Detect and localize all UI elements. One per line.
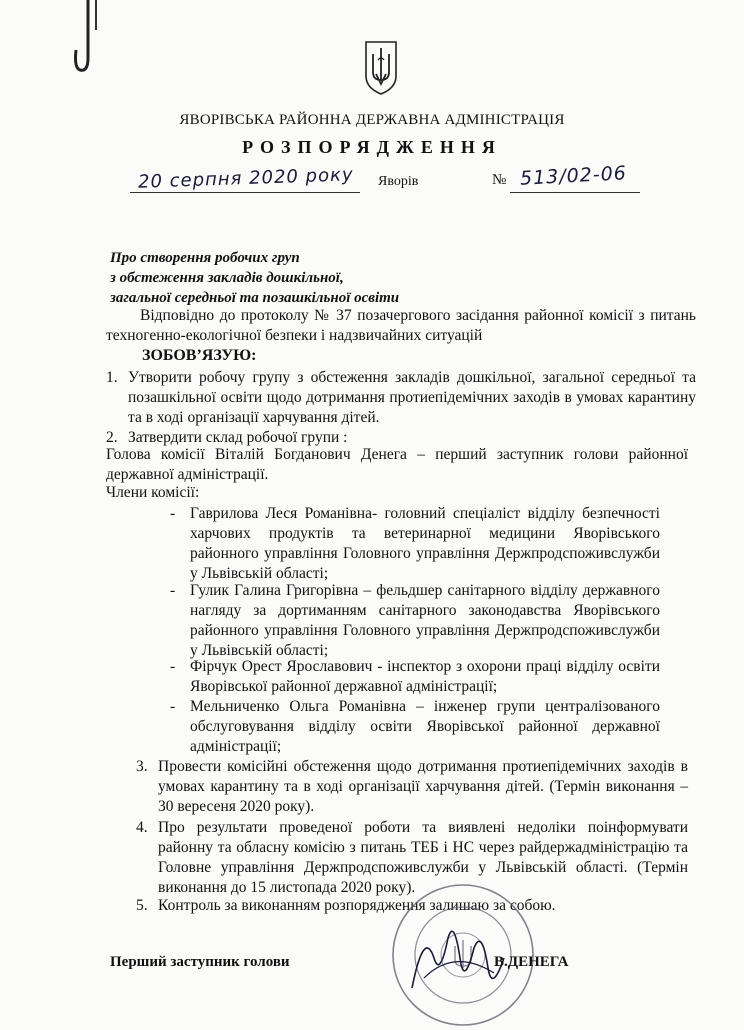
subject-line: з обстеження закладів дошкільної, bbox=[110, 270, 344, 286]
subject-line: Про створення робочих груп bbox=[110, 250, 300, 266]
item-text: Про результати проведеної роботи та виявлені недоліки поінформувати районну та обласну комісію з питань ТЕБ і НС через райдержадміністрацію та Головне управління Держпродспоживслужби у Львівській області. (Термін виконання до 15 листопада 2020 року). bbox=[158, 819, 688, 896]
member-item: - Мельниченко Ольга Романівна – інженер групи централізованого обслуговування відділу освіти Яворівської районної державної адміністрації; bbox=[170, 698, 660, 755]
organization-name: ЯВОРІВСЬКА РАЙОННА ДЕРЖАВНА АДМІНІСТРАЦІЯ bbox=[179, 112, 565, 128]
members-label: Члени комісії: bbox=[106, 484, 200, 501]
number-underline bbox=[510, 192, 640, 193]
member-item: - Фірчук Орест Ярославович - інспектор з охорони праці відділу освіти Яворівської районної державної адміністрації; bbox=[170, 658, 660, 695]
item-number: 2. bbox=[106, 429, 118, 446]
item-text: Контроль за виконанням розпорядження залишаю за собою. bbox=[158, 897, 556, 914]
preamble-paragraph: Відповідно до протоколу № 37 позачергового засідання районної комісії з питань техногенно-екологічної безпеки і надзвичайних ситуацій bbox=[106, 307, 696, 344]
member-item: - Гаврилова Леся Романівна- головний спеціаліст відділу безпечності харчових продуктів та ветеринарної медицини Яворівського районного управління Головного управління Держпродспоживслужби у Львівській області; bbox=[170, 505, 660, 582]
item-text: Утворити робочу групу з обстеження закладів дошкільної, загальної середньої та позашкільної освіти щодо дотримання протиепідемічних заходів в умовах карантину та в ході організації харчування дітей. bbox=[128, 369, 696, 426]
number-label: № bbox=[492, 172, 507, 188]
order-item-1 bbox=[106, 368, 696, 428]
member-text: Мельниченко Ольга Романівна – інженер групи централізованого обслуговування відділу освіти Яворівської районної державної адміністрації; bbox=[190, 698, 660, 755]
member-item: - Гулик Галина Григорівна – фельдшер санітарного відділу державного нагляду за дортиманням санітарного законодавства Яворівського районного управління Головного управління Держпродспоживслужби у Львівській області; bbox=[170, 582, 660, 659]
signer-name: В.ДЕНЕГА bbox=[494, 954, 569, 970]
coat-of-arms-icon bbox=[364, 40, 398, 96]
binder-clip-mark bbox=[70, 0, 110, 80]
commission-head: Голова комісії Віталій Богданович Денега – перший заступник голови районної державної адміністрації. bbox=[106, 446, 688, 483]
item-number: 1. bbox=[106, 369, 118, 386]
document-type: РОЗПОРЯДЖЕННЯ bbox=[242, 137, 502, 157]
item-number: 5. bbox=[136, 897, 148, 914]
document-subject bbox=[110, 248, 399, 308]
member-text: Гулик Галина Григорівна – фельдшер санітарного відділу державного нагляду за дортиманням санітарного законодавства Яворівського районного управління Головного управління Держпродспоживслужби у Львівській області; bbox=[190, 582, 660, 659]
signer-title: Перший заступник голови bbox=[110, 954, 290, 970]
member-text: Фірчук Орест Ярославович - інспектор з охорони праці відділу освіти Яворівської районної державної адміністрації; bbox=[190, 658, 660, 695]
member-text: Гаврилова Леся Романівна- головний спеціаліст відділу безпечності харчових продуктів та ветеринарної медицини Яворівського районного управління Головного управління Держпродспоживслужби у Львівській області; bbox=[190, 505, 660, 582]
handwritten-date: 20 серпня 2020 року bbox=[137, 164, 354, 193]
item-number: 3. bbox=[136, 758, 148, 775]
item-text: Затвердити склад робочої групи : bbox=[128, 429, 348, 446]
item-text: Провести комісійні обстеження щодо дотримання протиепідемічних заходів в умовах карантину та в ході організації харчування дітей. (Термін виконання – 30 вересеня 2020 року). bbox=[158, 758, 688, 815]
date-underline bbox=[130, 192, 360, 193]
order-item-3 bbox=[136, 757, 688, 817]
item-number: 4. bbox=[136, 819, 148, 836]
subject-line: загальної середньої та позашкільної освіти bbox=[110, 290, 400, 306]
handwritten-number: 513/02-06 bbox=[519, 162, 628, 190]
order-word: ЗОБОВ’ЯЗУЮ: bbox=[142, 347, 257, 364]
place-name: Яворів bbox=[378, 174, 419, 189]
